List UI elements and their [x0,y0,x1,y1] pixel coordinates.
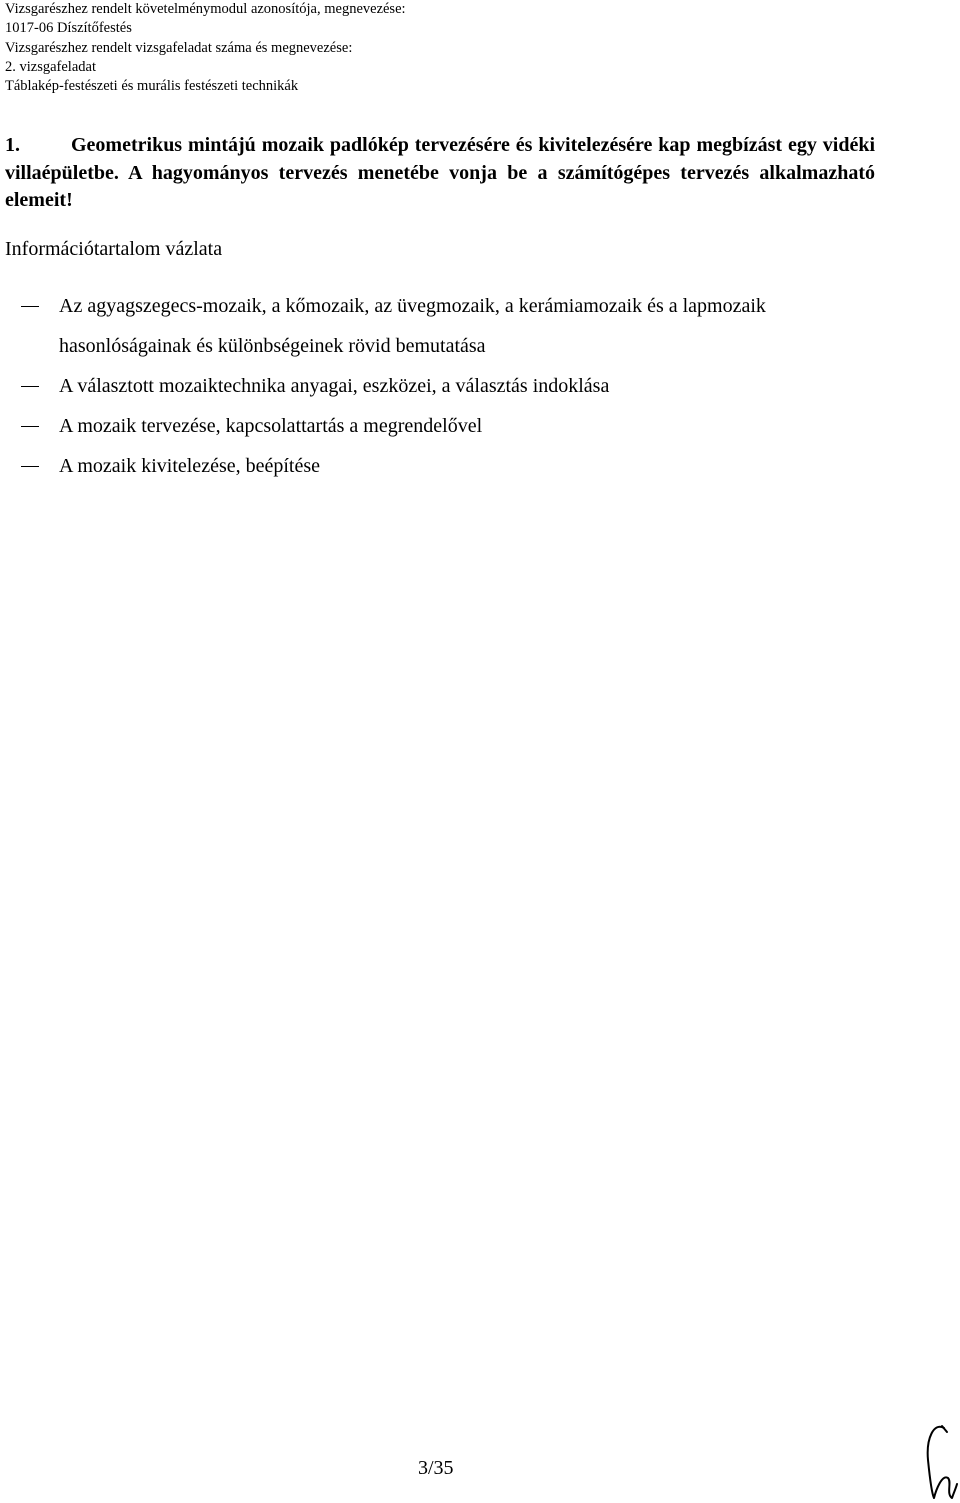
dash-bullet-icon [21,306,39,307]
module-label: Vizsgarészhez rendelt követelménymodul azonosítója, megnevezése: [5,1,406,17]
dash-bullet-icon [21,426,39,427]
outline-title: Információtartalom vázlata [5,238,223,260]
document-header [5,0,945,96]
signature-mark [922,1418,958,1502]
outline-item-text: A mozaik tervezése, kapcsolattartás a megrendelővel [59,415,483,437]
task-statement [5,132,875,215]
task-number: 1. [5,134,20,156]
outline-item [0,406,900,446]
exam-task-number: 2. vizsgafeladat [5,58,96,75]
outline-item-text: Az agyagszegecs-mozaik, a kőmozaik, az üvegmozaik, a kerámiamozaik és a lapmozaik hasonlóságainak és különbségeinek rövid bemutatása [59,295,766,357]
outline-item-text: A mozaik kivitelezése, beépítése [59,455,321,477]
exam-task-name: Táblakép-festészeti és murális festészeti technikák [5,78,299,95]
dash-bullet-icon [21,386,39,387]
outline-item-text: A választott mozaiktechnika anyagai, eszközei, a választás indoklása [59,375,610,397]
outline-item [0,446,900,486]
task-text: Geometrikus mintájú mozaik padlókép tervezésére és kivitelezésére kap megbízást egy vidéki villaépületbe. A hagyományos tervezés menetébe vonja be a számítógépes tervezés alkalmazható elemeit! [5,134,875,211]
module-name: 1017-06 Díszítőfestés [5,20,132,37]
outline-list [0,286,900,486]
exam-task-label: Vizsgarészhez rendelt vizsgafeladat száma és megnevezése: [5,39,353,56]
outline-item [0,286,900,366]
dash-bullet-icon [21,466,39,467]
outline-item [0,366,900,406]
page-number: 3/35 [418,1457,454,1479]
